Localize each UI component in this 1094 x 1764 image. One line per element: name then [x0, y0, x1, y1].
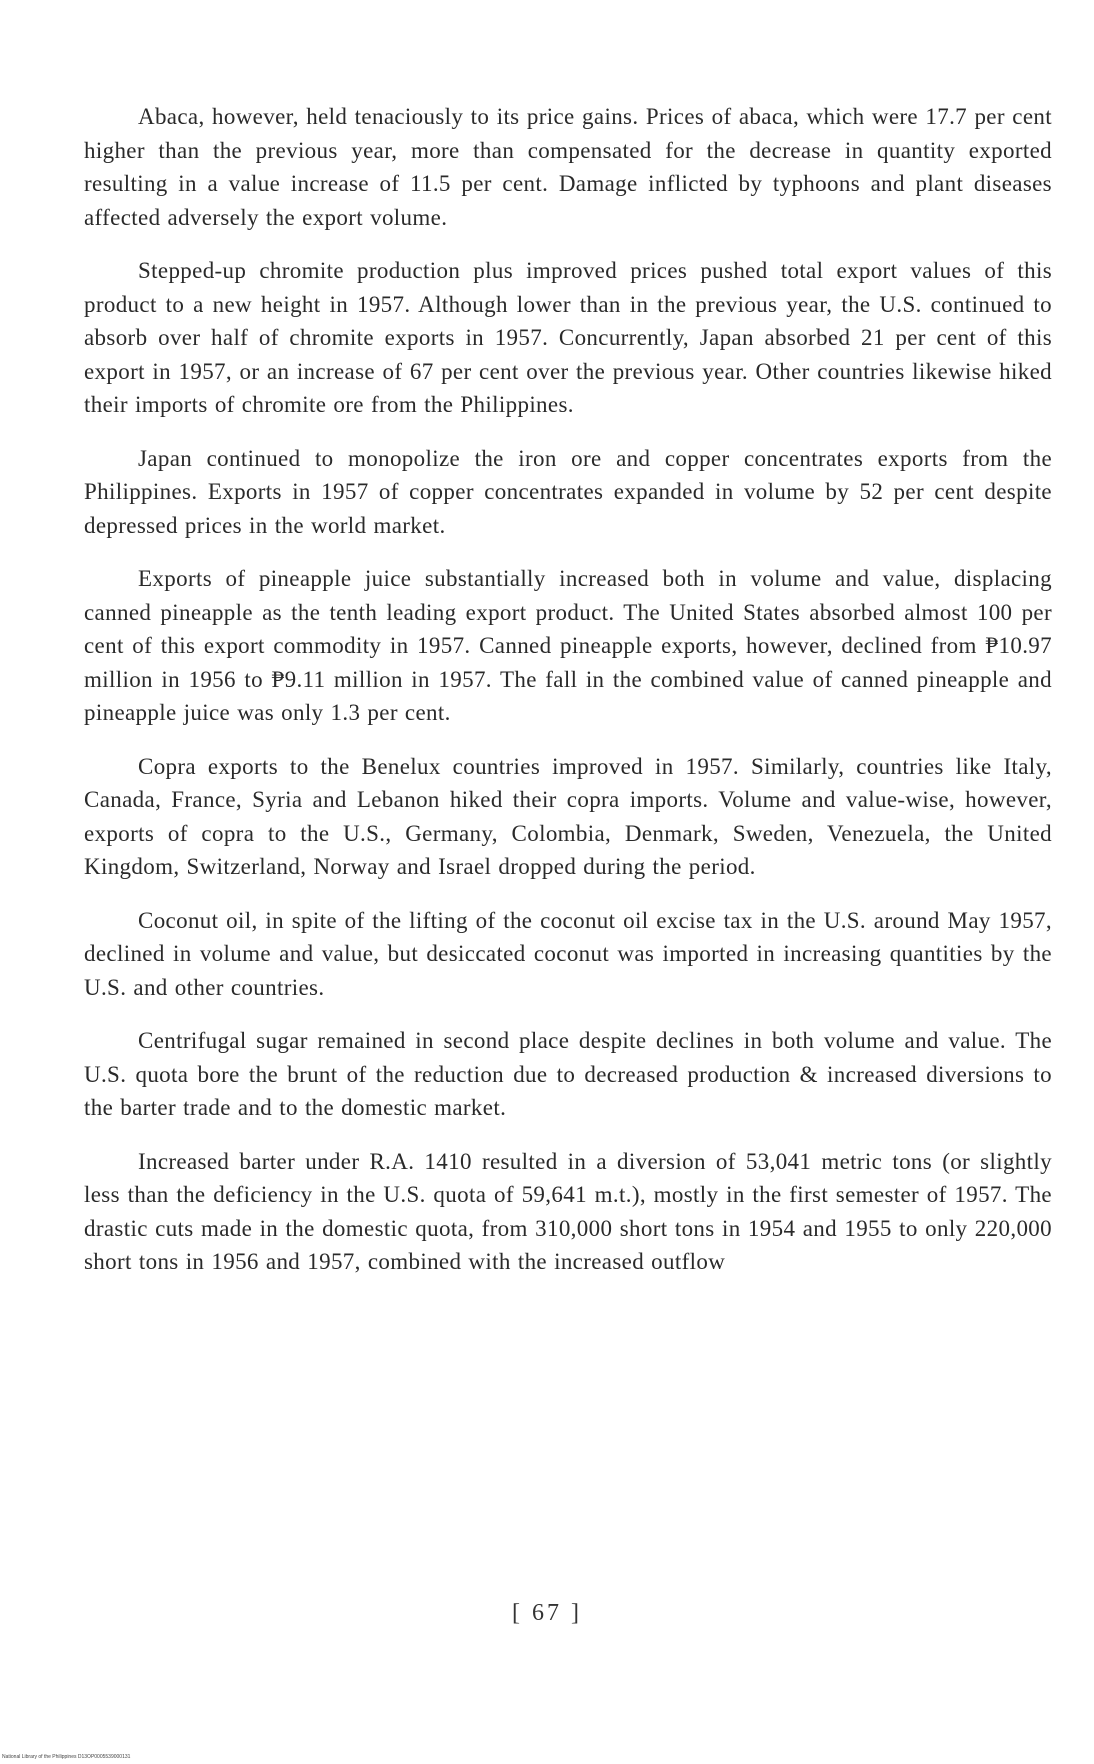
paragraph-sugar: Centrifugal sugar remained in second place despite declines in both volume and value. The U.S. quota bore the brunt of the reduction due to decreased production & increased diversions to the barter trade and to the domestic market.	[84, 1028, 1052, 1120]
page-number: [ 67 ]	[512, 1600, 582, 1626]
page-body	[84, 100, 1052, 1299]
paragraph-coconut-oil: Coconut oil, in spite of the lifting of the coconut oil excise tax in the U.S. around May 1957, declined in volume and value, but desiccated coconut was imported in increasing quantities by the U.S. and other countries.	[84, 907, 1052, 1000]
paragraph-chromite: Stepped-up chromite production plus improved prices pushed total export values of this product to a new height in 1957. Although lower than in the previous year, the U.S. continued to absorb over half of chromite exports in 1957. Concurrently, Japan absorbed 21 per cent of this export in 1957, or an increase of 67 per cent over the previous year. Other countries likewise hiked their imports of chromite ore from the Philippines.	[84, 258, 1052, 417]
archive-footer-note: National Library of the Philippines D13OP0005539000131	[2, 1754, 131, 1760]
paragraph-abaca: Abaca, however, held tenaciously to its price gains. Prices of abaca, which were 17.7 per cent higher than the previous year, more than compensated for the decrease in quantity exported resulting in a value increase of 11.5 per cent. Damage inflicted by typhoons and plant diseases affected adversely the export volume.	[84, 104, 1052, 230]
paragraph-copra: Copra exports to the Benelux countries improved in 1957. Similarly, countries like Italy, Canada, France, Syria and Lebanon hiked their copra imports. Volume and value-wise, however, exports of copra to the U.S., Germany, Colombia, Denmark, Sweden, Venezuela, the United Kingdom, Switzerland, Norway and Israel dropped during the period.	[84, 753, 1052, 879]
paragraph-pineapple: Exports of pineapple juice substantially increased both in volume and value, displacing canned pineapple as the tenth leading export product. The United States absorbed almost 100 per cent of this export commodity in 1957. Canned pineapple exports, however, declined from ₱10.97 million in 1956 to ₱9.11 million in 1957. The fall in the combined value of canned pineapple and pineapple juice was only 1.3 per cent.	[84, 566, 1052, 725]
paragraph-barter: Increased barter under R.A. 1410 resulted in a diversion of 53,041 metric tons (or slightly less than the deficiency in the U.S. quota of 59,641 m.t.), mostly in the first semester of 1957. The drastic cuts made in the domestic quota, from 310,000 short tons in 1954 and 1955 to only 220,000 short tons in 1956 and 1957, combined with the increased outflow	[84, 1148, 1052, 1274]
paragraph-iron-copper: Japan continued to monopolize the iron ore and copper concentrates exports from the Philippines. Exports in 1957 of copper concentrates expanded in volume by 52 per cent despite depressed prices in the world market.	[84, 445, 1052, 538]
